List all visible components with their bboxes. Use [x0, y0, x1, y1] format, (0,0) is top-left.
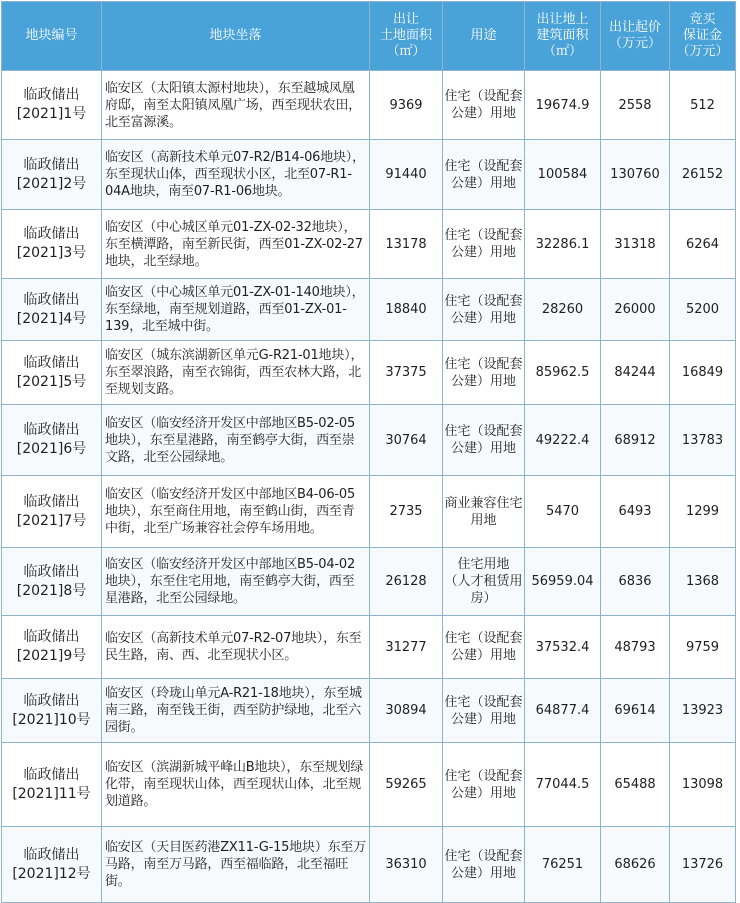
start-price-cell: 2558 [601, 71, 670, 140]
table-row [2, 71, 736, 140]
deposit-cell: 16849 [670, 341, 736, 405]
table-row [2, 476, 736, 548]
building-area-cell: 100584 [525, 140, 601, 210]
table-row [2, 679, 736, 743]
parcel-id-cell: 临政储出 [2021]2号 [2, 140, 102, 210]
land-use-cell: 住宅（设配套公建）用地 [443, 71, 525, 140]
table-row [2, 279, 736, 341]
parcel-id-cell: 临政储出 [2021]8号 [2, 548, 102, 616]
building-area-cell: 56959.04 [525, 548, 601, 616]
start-price-cell: 6493 [601, 476, 670, 548]
building-area-cell: 64877.4 [525, 679, 601, 743]
location-cell: 临安区（中心城区单元01-ZX-02-32地块），东至横潭路，南至新民街，西至01-ZX-02-27地块，北至绿地。 [102, 210, 370, 279]
land-area-cell: 13178 [370, 210, 443, 279]
location-cell: 临安区（天目医药港ZX11-G-15地块）东至万马路，南至万马路，西至福临路，北至福旺街。 [102, 827, 370, 903]
land-use-cell: 住宅（设配套公建）用地 [443, 279, 525, 341]
location-cell: 临安区（临安经济开发区中部地区B4-06-05地块），东至商住用地，南至鹤山街，西至青中街，北至广场兼容社会停车场用地。 [102, 476, 370, 548]
land-use-cell: 商业兼容住宅用地 [443, 476, 525, 548]
land-area-cell: 2735 [370, 476, 443, 548]
land-use-cell: 住宅（设配套公建）用地 [443, 827, 525, 903]
column-header-start-price: 出让起价 （万元） [601, 2, 670, 71]
start-price-cell: 31318 [601, 210, 670, 279]
location-cell: 临安区（临安经济开发区中部地区B5-02-05地块），东至星港路，南至鹤亭大街，西至崇文路，北至公园绿地。 [102, 405, 370, 476]
building-area-cell: 28260 [525, 279, 601, 341]
start-price-cell: 26000 [601, 279, 670, 341]
column-header-land-area: 出让 土地面积 （㎡） [370, 2, 443, 71]
column-header-deposit: 竞买 保证金 （万元） [670, 2, 736, 71]
location-cell: 临安区（玲珑山单元A-R21-18地块），东至城南三路，南至钱王街，西至防护绿地，北至六园街。 [102, 679, 370, 743]
parcel-id-cell: 临政储出 [2021]4号 [2, 279, 102, 341]
building-area-cell: 77044.5 [525, 743, 601, 827]
start-price-cell: 68626 [601, 827, 670, 903]
location-cell: 临安区（滨湖新城平峰山B地块），东至规划绿化带，南至现状山体，西至现状山体，北至规划道路。 [102, 743, 370, 827]
building-area-cell: 49222.4 [525, 405, 601, 476]
land-use-cell: 住宅（设配套公建）用地 [443, 140, 525, 210]
deposit-cell: 1299 [670, 476, 736, 548]
start-price-cell: 130760 [601, 140, 670, 210]
start-price-cell: 84244 [601, 341, 670, 405]
table-row [2, 341, 736, 405]
deposit-cell: 13783 [670, 405, 736, 476]
land-area-cell: 18840 [370, 279, 443, 341]
table-row [2, 405, 736, 476]
deposit-cell: 1368 [670, 548, 736, 616]
column-header-location: 地块坐落 [102, 2, 370, 71]
column-header-building-area: 出让地上 建筑面积 （㎡） [525, 2, 601, 71]
land-area-cell: 9369 [370, 71, 443, 140]
location-cell: 临安区（临安经济开发区中部地区B5-04-02地块），东至住宅用地，南至鹤亭大街，西至星港路，北至公园绿地。 [102, 548, 370, 616]
column-header-parcel-id: 地块编号 [2, 2, 102, 71]
table-row [2, 827, 736, 903]
building-area-cell: 5470 [525, 476, 601, 548]
land-use-cell: 住宅（设配套公建）用地 [443, 210, 525, 279]
land-use-cell: 住宅（设配套公建）用地 [443, 341, 525, 405]
land-area-cell: 31277 [370, 616, 443, 679]
table-row [2, 140, 736, 210]
land-use-cell: 住宅用地 （人才租赁用房） [443, 548, 525, 616]
building-area-cell: 76251 [525, 827, 601, 903]
table-row [2, 210, 736, 279]
location-cell: 临安区（高新技术单元07-R2/B14-06地块），东至现状山体，西至现状小区，北至07-R1-04A地块，南至07-R1-06地块。 [102, 140, 370, 210]
land-area-cell: 36310 [370, 827, 443, 903]
location-cell: 临安区（中心城区单元01-ZX-01-140地块），东至绿地，南至规划道路，西至01-ZX-01-139，北至城中街。 [102, 279, 370, 341]
start-price-cell: 68912 [601, 405, 670, 476]
land-use-cell: 住宅（设配套公建）用地 [443, 405, 525, 476]
parcel-id-cell: 临政储出 [2021]11号 [2, 743, 102, 827]
deposit-cell: 9759 [670, 616, 736, 679]
deposit-cell: 5200 [670, 279, 736, 341]
building-area-cell: 85962.5 [525, 341, 601, 405]
land-parcel-table [1, 1, 736, 903]
land-area-cell: 26128 [370, 548, 443, 616]
table-row [2, 616, 736, 679]
deposit-cell: 26152 [670, 140, 736, 210]
land-use-cell: 住宅（设配套公建）用地 [443, 679, 525, 743]
start-price-cell: 69614 [601, 679, 670, 743]
deposit-cell: 13923 [670, 679, 736, 743]
start-price-cell: 48793 [601, 616, 670, 679]
deposit-cell: 13726 [670, 827, 736, 903]
parcel-id-cell: 临政储出 [2021]6号 [2, 405, 102, 476]
parcel-id-cell: 临政储出 [2021]1号 [2, 71, 102, 140]
land-area-cell: 30894 [370, 679, 443, 743]
table-header-row [2, 2, 736, 71]
land-use-cell: 住宅（设配套公建）用地 [443, 743, 525, 827]
parcel-id-cell: 临政储出 [2021]10号 [2, 679, 102, 743]
table-row [2, 548, 736, 616]
land-area-cell: 91440 [370, 140, 443, 210]
column-header-land-use: 用途 [443, 2, 525, 71]
start-price-cell: 65488 [601, 743, 670, 827]
parcel-id-cell: 临政储出 [2021]9号 [2, 616, 102, 679]
land-area-cell: 30764 [370, 405, 443, 476]
deposit-cell: 6264 [670, 210, 736, 279]
land-use-cell: 住宅（设配套公建）用地 [443, 616, 525, 679]
table-row [2, 743, 736, 827]
location-cell: 临安区（太阳镇太源村地块），东至越城凤凰府邸，南至太阳镇凤凰广场，西至现状农田，北至富源溪。 [102, 71, 370, 140]
building-area-cell: 19674.9 [525, 71, 601, 140]
table-body [2, 71, 736, 903]
deposit-cell: 512 [670, 71, 736, 140]
start-price-cell: 6836 [601, 548, 670, 616]
parcel-id-cell: 临政储出 [2021]5号 [2, 341, 102, 405]
land-area-cell: 59265 [370, 743, 443, 827]
deposit-cell: 13098 [670, 743, 736, 827]
parcel-id-cell: 临政储出 [2021]3号 [2, 210, 102, 279]
parcel-id-cell: 临政储出 [2021]7号 [2, 476, 102, 548]
parcel-id-cell: 临政储出 [2021]12号 [2, 827, 102, 903]
land-area-cell: 37375 [370, 341, 443, 405]
location-cell: 临安区（城东滨湖新区单元G-R21-01地块），东至翠浪路，南至衣锦街，西至农林大路，北至规划支路。 [102, 341, 370, 405]
location-cell: 临安区（高新技术单元07-R2-07地块），东至民生路，南、西、北至现状小区。 [102, 616, 370, 679]
building-area-cell: 32286.1 [525, 210, 601, 279]
building-area-cell: 37532.4 [525, 616, 601, 679]
